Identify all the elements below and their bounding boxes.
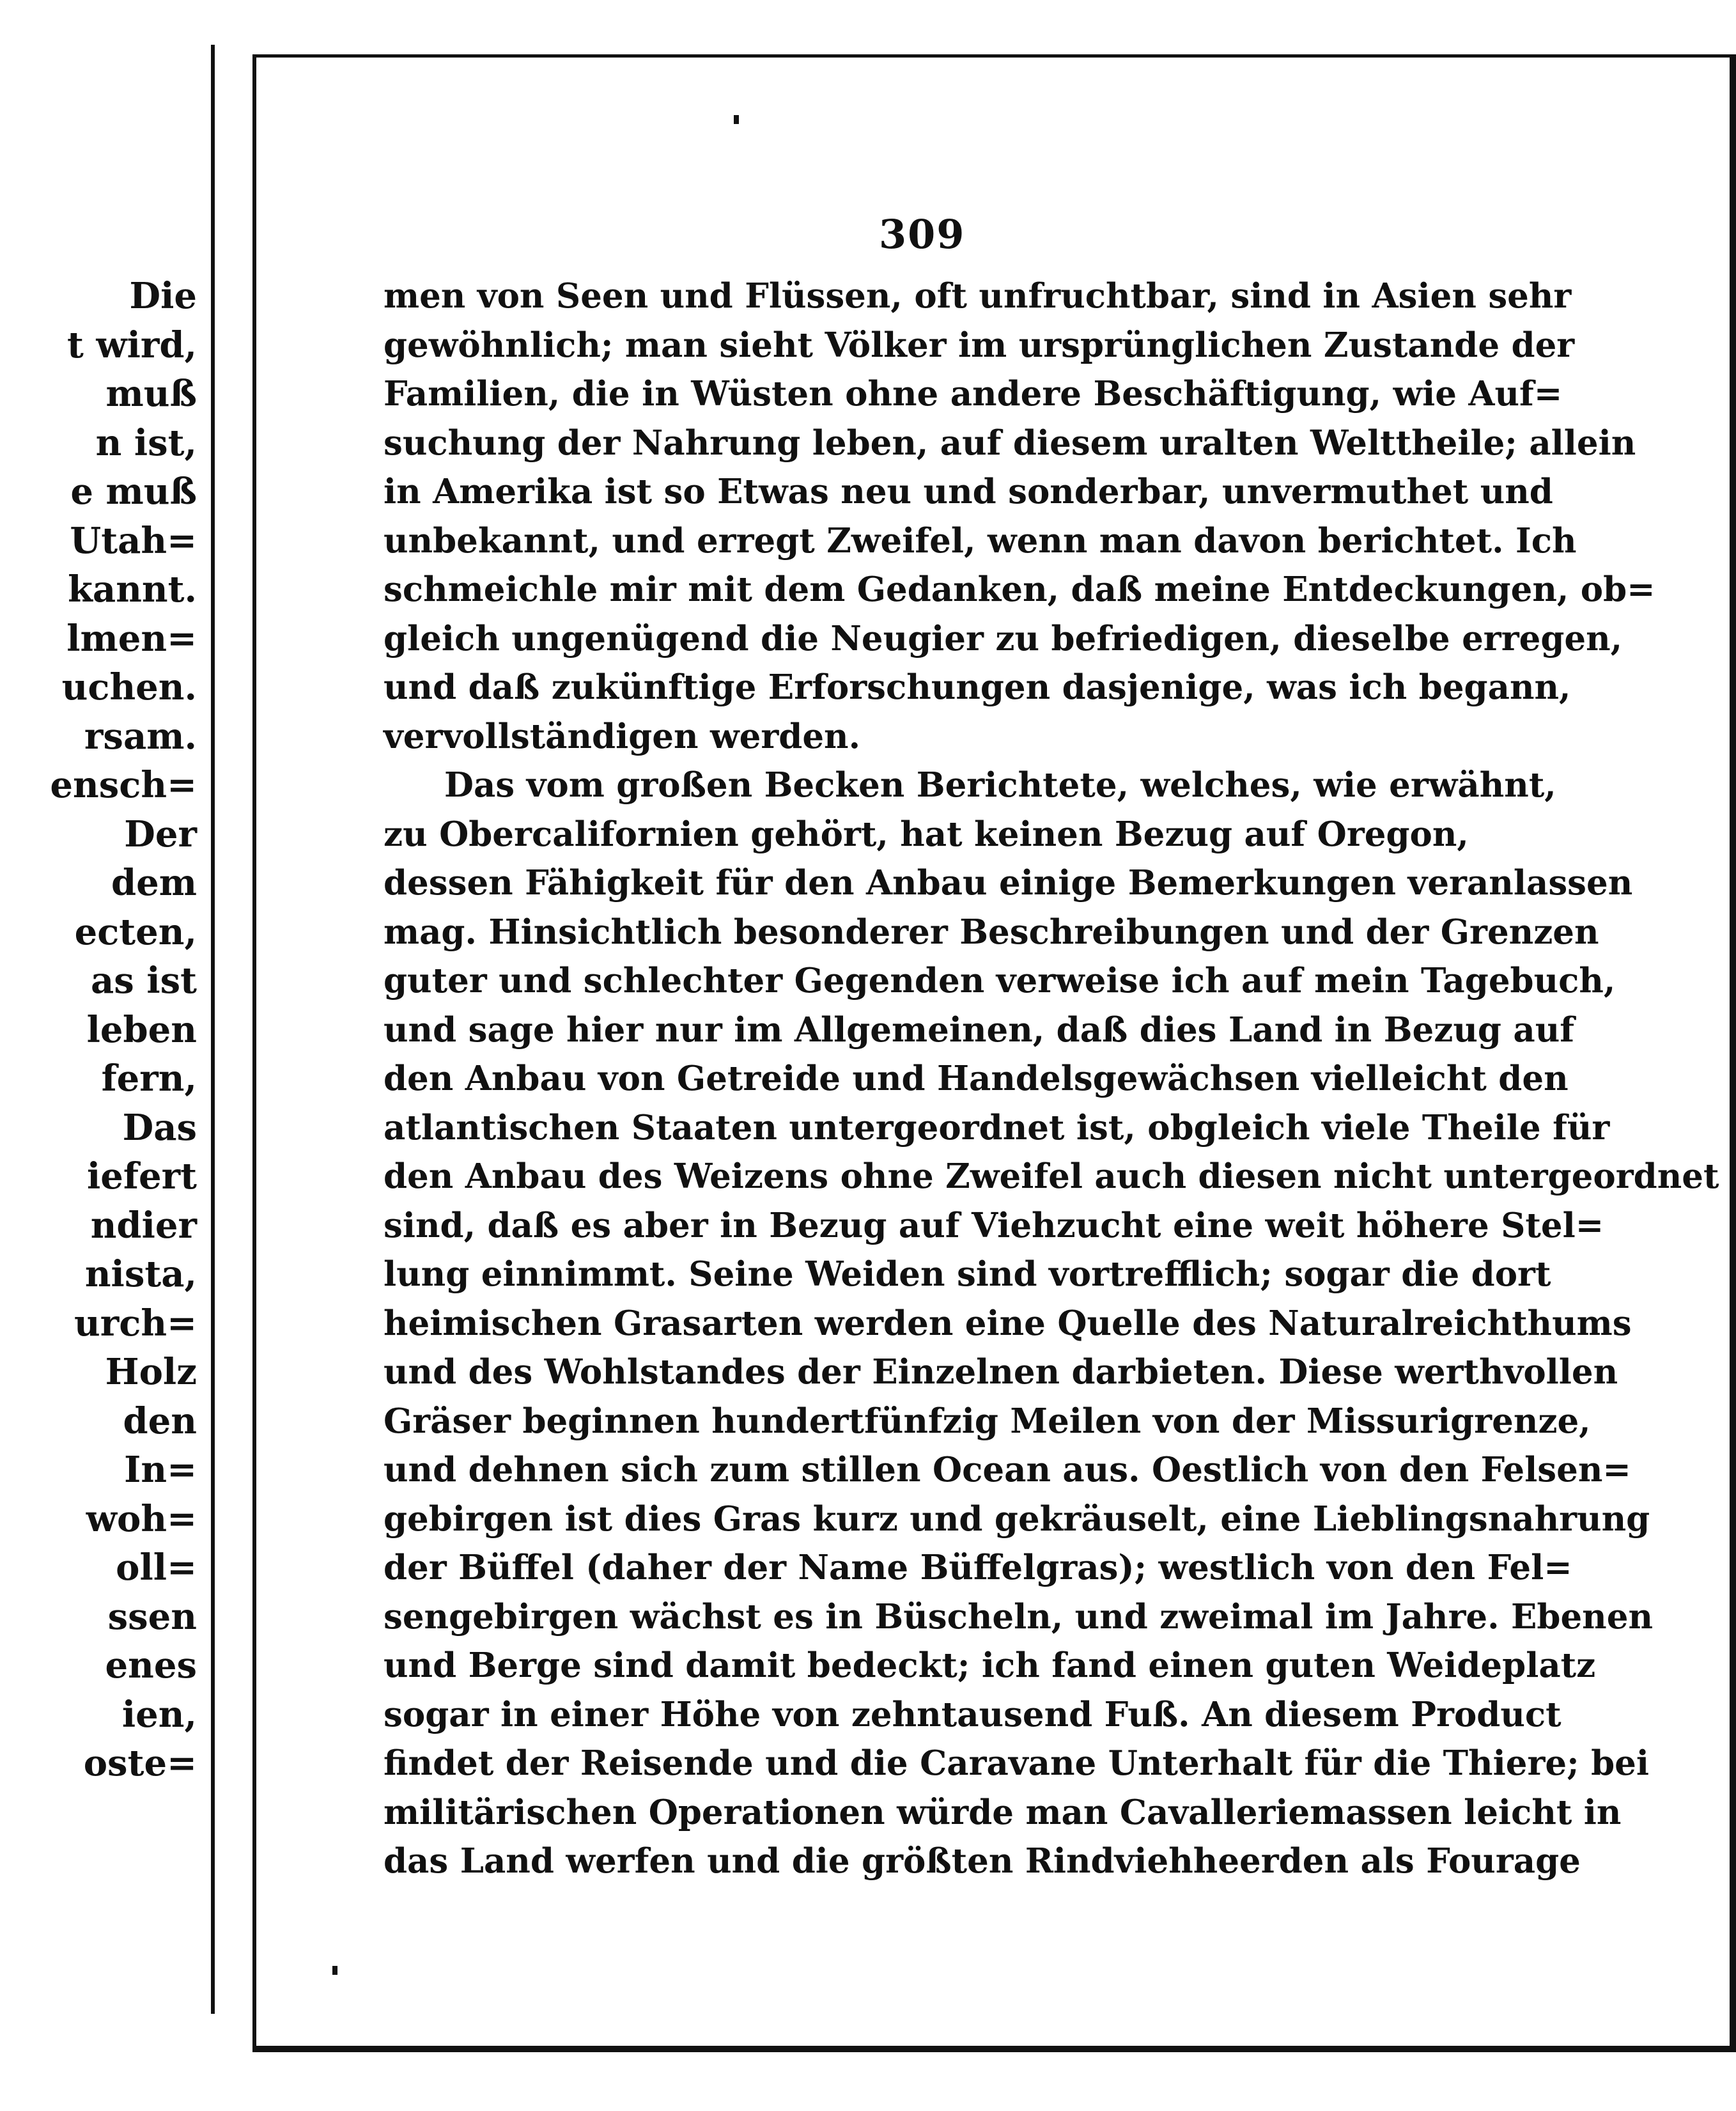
text-line: schmeichle mir mit dem Gedanken, daß meine Entdeckungen, ob= — [384, 570, 1655, 609]
text-line: sengebirgen wächst es in Büscheln, und zweimal im Jahre. Ebenen — [384, 1596, 1653, 1637]
text-line: gewöhnlich; man sieht Völker im ursprünglichen Zustande der — [384, 325, 1575, 365]
text-line: suchung der Nahrung leben, auf diesem uralten Welttheile; allein — [384, 423, 1636, 463]
text-line: Das vom großen Becken Berichtete, welches, wie erwähnt, — [444, 765, 1556, 805]
left-page-line-fragment: e muß — [70, 471, 197, 513]
left-page-line-fragment: Utah= — [70, 519, 197, 562]
text-line: sind, daß es aber in Bezug auf Viehzucht eine weit höhere Stel= — [384, 1205, 1604, 1245]
text-line: gebirgen ist dies Gras kurz und gekräuselt, eine Lieblingsnahrung — [384, 1499, 1650, 1539]
text-line: atlantischen Staaten untergeordnet ist, obgleich viele Theile für — [384, 1107, 1610, 1148]
left-page-line-fragment: oll= — [116, 1546, 197, 1589]
left-page-line-fragment: woh= — [86, 1497, 197, 1540]
left-page-line-fragment: iefert — [87, 1155, 197, 1197]
text-line: und sage hier nur im Allgemeinen, daß dies Land in Bezug auf — [384, 1009, 1575, 1050]
text-line: zu Obercalifornien gehört, hat keinen Bezug auf Oregon, — [384, 814, 1469, 854]
page-mark — [332, 1966, 337, 1975]
text-line: guter und schlechter Gegenden verweise ich auf mein Tagebuch, — [384, 961, 1616, 1001]
text-line: militärischen Operationen würde man Cavalleriemassen leicht in — [384, 1792, 1622, 1832]
left-page-line-fragment: Das — [122, 1106, 197, 1149]
text-line: lung einnimmt. Seine Weiden sind vortrefflich; sogar die dort — [384, 1254, 1551, 1294]
left-page-line-fragment: leben — [86, 1008, 197, 1051]
left-page-line-fragment: lmen= — [66, 617, 197, 660]
left-page-line-fragment: muß — [105, 373, 197, 415]
left-page-line-fragment: ensch= — [50, 764, 197, 806]
left-page-line-fragment: den — [123, 1399, 197, 1442]
page-mark — [734, 115, 739, 124]
left-page-fragment — [0, 45, 215, 2014]
text-line: in Amerika ist so Etwas neu und sonderbar, unvermuthet und — [384, 472, 1553, 511]
left-page-line-fragment: dem — [111, 862, 197, 904]
left-page-line-fragment: kannt. — [68, 568, 197, 611]
text-line: unbekannt, und erregt Zweifel, wenn man davon berichtet. Ich — [384, 520, 1577, 561]
left-page-line-fragment: fern, — [101, 1057, 197, 1100]
left-page-line-fragment: rsam. — [84, 715, 197, 758]
text-line: Familien, die in Wüsten ohne andere Beschäftigung, wie Auf= — [384, 374, 1563, 414]
left-page-line-fragment: Holz — [105, 1351, 197, 1393]
text-line: gleich ungenügend die Neugier zu befriedigen, dieselbe erregen, — [384, 618, 1623, 658]
left-page-line-fragment: ndier — [90, 1204, 197, 1247]
left-page-line-fragment: urch= — [74, 1302, 197, 1344]
text-line: den Anbau von Getreide und Handelsgewächsen vielleicht den — [384, 1059, 1569, 1098]
left-page-line-fragment: ssen — [107, 1595, 197, 1638]
text-line: mag. Hinsichtlich besonderer Beschreibungen und der Grenzen — [384, 912, 1599, 952]
text-line: Gräser beginnen hundertfünfzig Meilen von der Missurigrenze, — [384, 1401, 1591, 1441]
text-line: sogar in einer Höhe von zehntausend Fuß. An diesem Product — [384, 1694, 1562, 1734]
left-page-line-fragment: ien, — [121, 1693, 197, 1736]
text-line: heimischen Grasarten werden eine Quelle des Naturalreichthums — [384, 1303, 1632, 1343]
text-line: der Büffel (daher der Name Büffelgras); westlich von den Fel= — [384, 1548, 1572, 1587]
text-line: und Berge sind damit bedeckt; ich fand einen guten Weideplatz — [384, 1646, 1596, 1685]
text-line: men von Seen und Flüssen, oft unfruchtbar, sind in Asien sehr — [384, 276, 1572, 316]
left-page-line-fragment: In= — [124, 1449, 197, 1491]
left-page-line-fragment: Der — [124, 813, 197, 855]
text-line: vervollständigen werden. — [384, 716, 861, 756]
text-line: und daß zukünftige Erforschungen dasjenige, was ich begann, — [384, 667, 1571, 707]
left-page-line-fragment: oste= — [83, 1742, 197, 1784]
left-page-line-fragment: uchen. — [61, 666, 197, 708]
page-number: 309 — [879, 211, 966, 258]
text-line: dessen Fähigkeit für den Anbau einige Bemerkungen veranlassen — [384, 863, 1633, 903]
text-line: findet der Reisende und die Caravane Unterhalt für die Thiere; bei — [384, 1743, 1650, 1783]
text-line: das Land werfen und die größten Rindviehheerden als Fourage — [384, 1841, 1581, 1881]
text-line: den Anbau des Weizens ohne Zweifel auch diesen nicht untergeordnet — [384, 1157, 1719, 1196]
left-page-line-fragment: as ist — [91, 960, 197, 1002]
text-line: und dehnen sich zum stillen Ocean aus. Oestlich von den Felsen= — [384, 1450, 1631, 1490]
body-text — [384, 272, 1719, 1886]
left-page-line-fragment: nista, — [84, 1253, 197, 1295]
left-page-line-fragment: enes — [105, 1644, 197, 1686]
left-page-line-fragment: Die — [129, 275, 197, 317]
left-page-line-fragment: ecten, — [74, 910, 197, 953]
left-page-line-fragment: n ist, — [95, 421, 197, 464]
left-page-line-fragment: t wird, — [67, 323, 197, 366]
text-line: und des Wohlstandes der Einzelnen darbieten. Diese werthvollen — [384, 1352, 1618, 1392]
